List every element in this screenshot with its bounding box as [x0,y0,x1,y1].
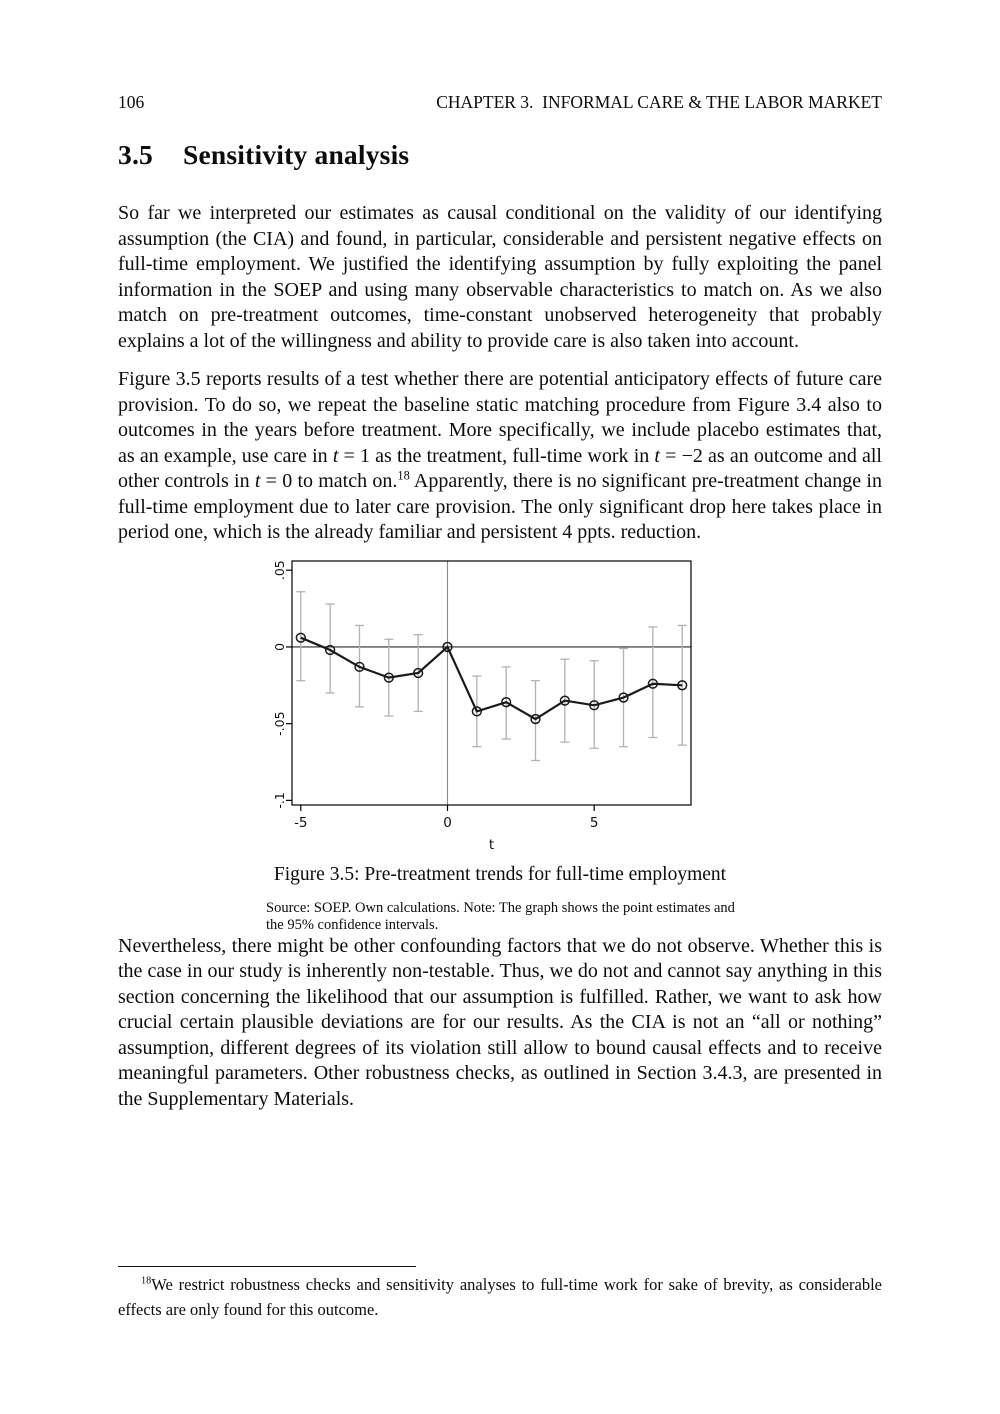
footnote-text: $^{18}$We restrict robustness checks and sensitivity analyses to full-time work for sake of brevity, as considerable effects are only found for this outcome. [118,1275,882,1319]
figure-3-5 [118,559,882,934]
svg-text:t: t [488,836,495,853]
svg-text:-.05: -.05 [272,710,287,736]
running-header [118,92,882,113]
pretrend-chart [266,559,716,854]
running-head-title: CHAPTER 3. INFORMAL CARE & THE LABOR MARKET [436,92,882,112]
svg-text:0: 0 [272,642,287,651]
paragraph-1: So far we interpreted our estimates as causal conditional on the validity of our identifying assumption (the CIA) and found, in particular, considerable and persistent negative effects on full-time employment. We justified the identifying assumption by fully exploiting the panel information in the SOEP and using many observable characteristics to match on. As we also match on pre-treatment outcomes, time-constant unobserved heterogeneity that probably explains a lot of the willingness and ability to provide care is also taken into account. [118,202,882,352]
section-number: 3.5 [118,139,153,170]
paragraph-2: Figure 3.5 reports results of a test whether there are potential anticipatory effects of future care provision. To do so, we repeat the baseline static matching procedure from Figure 3.4 also to outcomes in the years before treatment. More specifically, we include placebo estimates that, as an example, use care in t = 1 as the treatment, full-time work in t = −2 as an outcome and all other controls in t = 0 to match on.$^{18}$ Apparently, there is no significant pre-treatment change in full-time employment due to later care provision. The only significant drop here takes place in period one, which is the already familiar and persistent 4 ppts. reduction. [118,368,882,543]
section-title: Sensitivity analysis [182,139,410,170]
footnote-rule [118,1266,416,1267]
footnote-block [118,1266,882,1322]
svg-text:.05: .05 [272,559,287,580]
paragraph-3: Nevertheless, there might be other confounding factors that we do not observe. Whether this is the case in our study is inherently non-testable. Thus, we do not and cannot say anything in this section concerning the likelihood that our assumption is fulfilled. Rather, we want to ask how crucial certain plausible deviations are for our results. As the CIA is not an “all or nothing” assumption, different degrees of its violation still allow to bound causal effects and to receive meaningful parameters. Other robustness checks, as outlined in Section 3.4.3, are presented in the Supplementary Materials. [118,934,882,1110]
figure-source-note: Source: SOEP. Own calculations. Note: The graph shows the point estimates and the 95% confidence intervals. [266,899,735,933]
figure-caption: Figure 3.5: Pre-treatment trends for full-time employment [273,863,727,885]
svg-text:0: 0 [443,814,452,831]
svg-text:-.1: -.1 [272,791,287,809]
page-content [118,0,882,1125]
svg-text:5: 5 [589,814,599,831]
section-heading [118,139,882,171]
page-number: 106 [118,92,145,112]
svg-text:-5: -5 [294,814,308,831]
